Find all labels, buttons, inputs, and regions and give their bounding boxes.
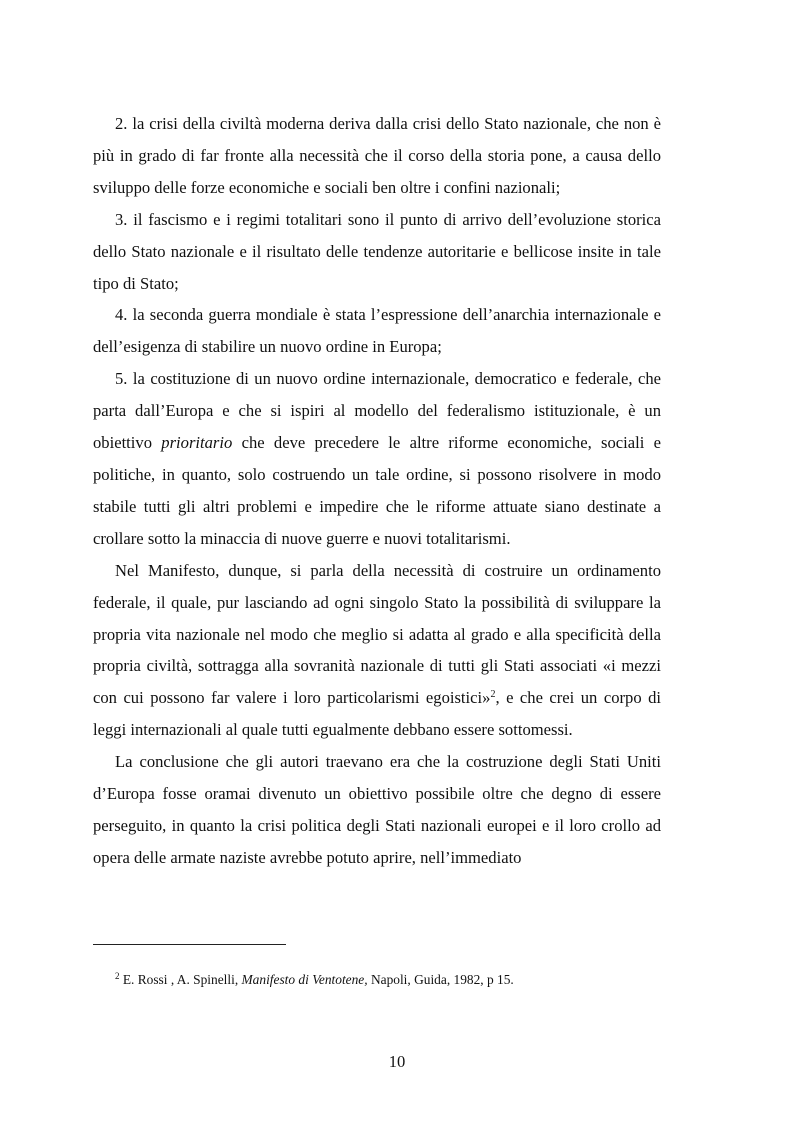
main-text — [93, 108, 661, 874]
paragraph-text: che deve precedere le altre riforme economiche, sociali e politiche, in quanto, solo costruendo un tale ordine, si possono risolvere in modo stabile tutti gli altri problemi e impedire che le riforme attuate siano destinate a crollare sotto la minaccia di nuove guerre e nuovi totalitarismi. — [93, 433, 661, 548]
paragraph-point-4: 4. la seconda guerra mondiale è stata l’espressione dell’anarchia internazionale e dell’esigenza di stabilire un nuovo ordine in Europa; — [93, 305, 661, 357]
paragraph-text: , e che crei un corpo di leggi internazionali al quale tutti egualmente debbano essere sottomessi. — [93, 688, 661, 740]
footnote-title: Manifesto di Ventotene, — [241, 972, 368, 987]
footnote-separator — [93, 944, 286, 945]
paragraph-manifesto — [93, 555, 661, 746]
footnote-authors: E. Rossi , A. Spinelli, — [119, 972, 242, 987]
paragraph-point-2: 2. la crisi della civiltà moderna deriva dalla crisi dello Stato nazionale, che non è più in grado di far fronte alla necessità che il corso della storia pone, a causa dello sviluppo delle forze economiche e sociali ben oltre i confini nazionali; — [93, 114, 661, 197]
paragraph-point-3: 3. il fascismo e i regimi totalitari sono il punto di arrivo dell’evoluzione storica dello Stato nazionale e il risultato delle tendenze autoritarie e bellicose insite in tale tipo di Stato; — [93, 209, 661, 293]
footnote-reference[interactable]: 2 — [490, 689, 496, 701]
page-number: 10 — [388, 1052, 406, 1071]
footnote-publication: Napoli, Guida, 1982, p 15. — [367, 972, 514, 987]
paragraph-point-5 — [93, 363, 661, 554]
footnote-number: 2 — [115, 971, 120, 981]
italic-term: prioritario — [161, 433, 233, 453]
paragraph-text: 5. la costituzione di un nuovo ordine internazionale, democratico e federale, che parta dall’Europa e che si ispiri al modello del federalismo istituzionale, è un obiettivo — [93, 369, 661, 453]
footnote — [93, 970, 661, 990]
paragraph-conclusion: La conclusione che gli autori traevano era che la costruzione degli Stati Uniti d’Europa fosse oramai divenuto un obiettivo possibile oltre che degno di essere perseguito, in quanto la crisi politica degli Stati nazionali europei e il loro crollo ad opera delle armate naziste avrebbe potuto aprire, nell’immediato — [93, 752, 661, 867]
paragraph-text: Nel Manifesto, dunque, si parla della necessità di costruire un ordinamento federale, il quale, pur lasciando ad ogni singolo Stato la possibilità di sviluppare la propria vita nazionale nel modo che meglio si adatta al grado e alla specificità della propria civiltà, sottragga alla sovranità nazionale di tutti gli Stati associati «i mezzi con cui possono far valere i loro particolarismi egoistici» — [93, 560, 661, 708]
